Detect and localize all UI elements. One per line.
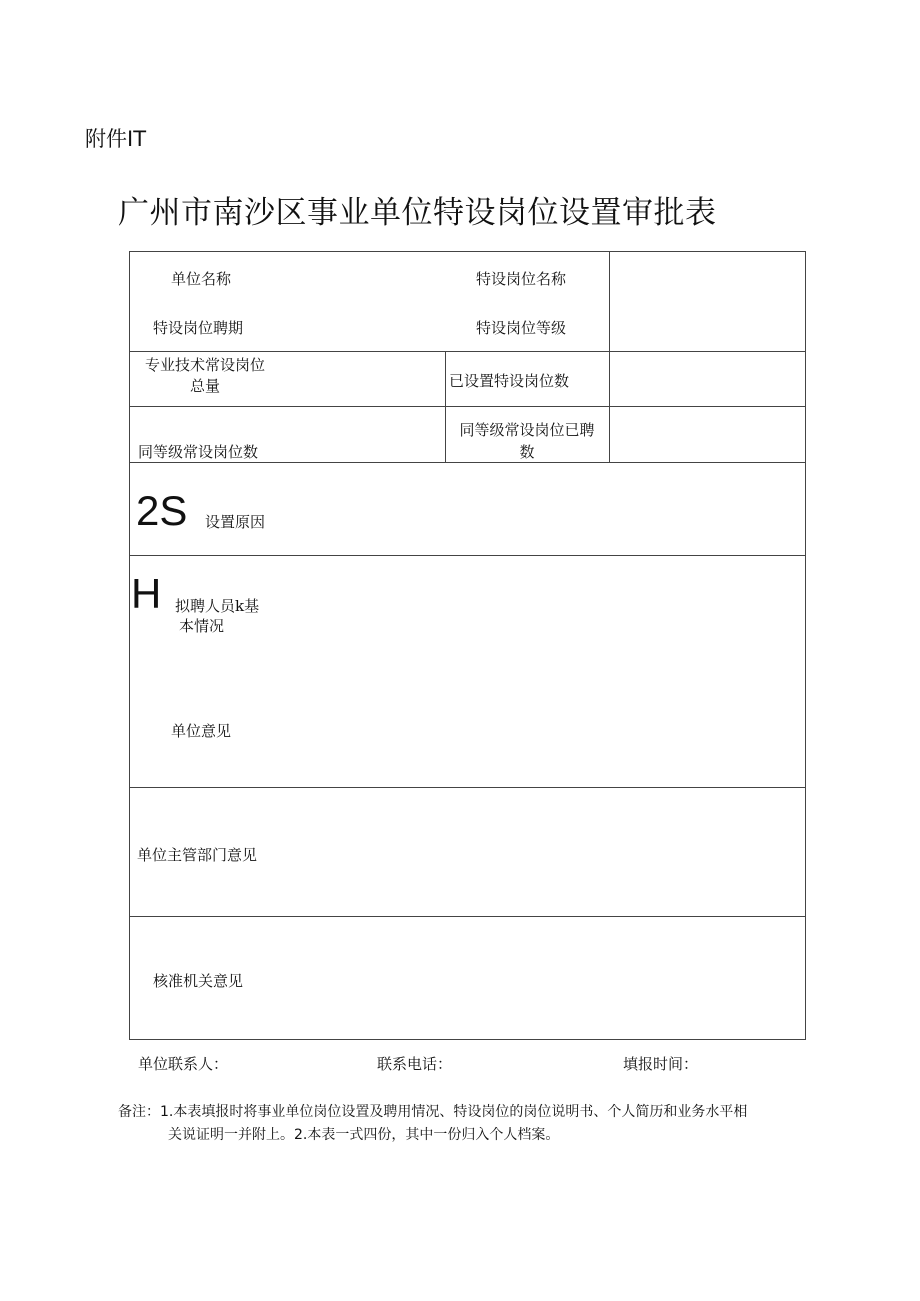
contact-person-label: 单位联系人： xyxy=(138,1055,229,1073)
note-line-1: 备注：1.本表填报时将事业单位岗位设置及聘用情况、特设岗位的岗位说明书、个人简历和业务水平相 xyxy=(118,1104,748,1120)
approval-opinion-label: 核准机关意见 xyxy=(153,972,244,990)
unit-name-label: 单位名称 xyxy=(171,270,232,288)
special-post-term-label: 特设岗位聘期 xyxy=(153,319,244,337)
row-divider xyxy=(129,351,806,352)
prof-tech-total-label xyxy=(133,355,277,397)
attachment-label: 附件IT xyxy=(85,127,147,151)
special-post-level-label: 特设岗位等级 xyxy=(476,319,567,337)
row-divider xyxy=(129,916,806,917)
special-post-name-label: 特设岗位名称 xyxy=(476,270,567,288)
same-level-count-label: 同等级常设岗位数 xyxy=(138,443,259,461)
row-divider xyxy=(129,787,806,788)
note-line-2: 关说证明一并附上。2.本表一式四份，其中一份归入个人档案。 xyxy=(168,1127,560,1143)
fill-date-label: 填报时间： xyxy=(623,1055,699,1073)
row-divider xyxy=(129,406,806,407)
unit-opinion-label: 单位意见 xyxy=(171,722,232,740)
same-level-hired-line1: 同等级常设岗位已聘 xyxy=(459,421,595,439)
same-level-hired-label xyxy=(448,419,606,463)
candidate-marker: H xyxy=(131,570,162,617)
contact-phone-label: 联系电话： xyxy=(377,1055,453,1073)
same-level-hired-line2: 数 xyxy=(519,443,535,461)
set-special-count-label: 已设置特设岗位数 xyxy=(449,372,570,390)
page-title: 广州市南沙区事业单位特设岗位设置审批表 xyxy=(118,195,717,231)
reason-marker: 2S xyxy=(136,487,188,534)
candidate-label xyxy=(175,596,259,636)
candidate-line1: 拟聘人员k基 xyxy=(175,597,260,615)
reason-label: 设置原因 xyxy=(205,513,266,531)
prof-tech-total-line1: 专业技术常设岗位 xyxy=(144,356,265,374)
dept-opinion-label: 单位主管部门意见 xyxy=(137,846,258,864)
column-divider xyxy=(609,251,610,462)
column-divider xyxy=(445,351,446,462)
prof-tech-total-line2: 总量 xyxy=(189,377,220,395)
candidate-line2: 本情况 xyxy=(179,617,225,635)
row-divider xyxy=(129,555,806,556)
